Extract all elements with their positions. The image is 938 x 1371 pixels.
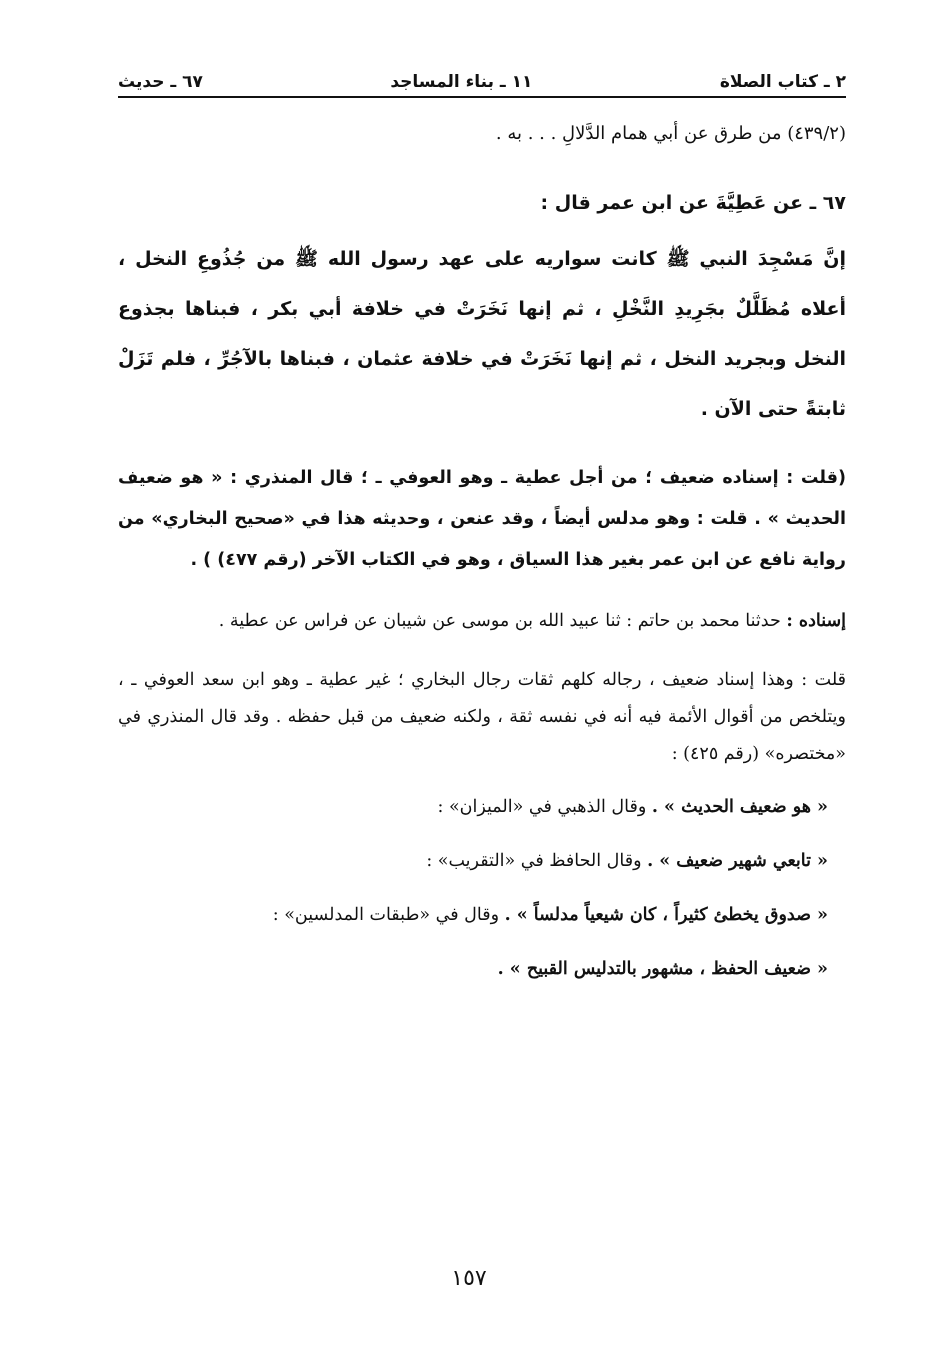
quote-followup: وقال الحافظ في «التقريب» :: [426, 851, 648, 871]
hadith-text: إنَّ مَسْجِدَ النبي ﷺ كانت سواريه على عهد رسول الله ﷺ من جُذُوعِ النخل ، أعلاه مُظَلَّلٌ بجَرِيدِ النَّخْلِ ، ثم إنها نَخَرَتْ في خلافة أبي بكر ، فبناها بجذوع النخل وبجريد النخل ، ثم إنها نَخَرَتْ في خلافة عثمان ، فبناها بالآجُرِّ ، فلم تَزَلْ ثابتةً حتى الآن .: [118, 248, 846, 420]
quote-line-2: [118, 841, 846, 881]
isnad-paragraph: [118, 603, 846, 640]
isnad-text: حدثنا محمد بن حاتم : ثنا عبيد الله بن موسى عن شيبان عن فراس عن عطية .: [218, 611, 787, 631]
running-header: [118, 62, 846, 98]
page-number: ١٥٧: [451, 1266, 487, 1291]
grading-comment: (قلت : إسناده ضعيف ؛ من أجل عطية ـ وهو العوفي ـ ؛ قال المنذري : « هو ضعيف الحديث » . قلت : وهو مدلس أيضاً ، وقد عنعن ، وحديثه هذا في «صحيح البخاري» من رواية نافع عن ابن عمر بغير هذا السياق ، وهو في الكتاب الآخر (رقم ٤٧٧) ) .: [118, 468, 846, 570]
quote-text: « تابعي شهير ضعيف » .: [647, 851, 828, 871]
quote-line-1: [118, 787, 846, 827]
book-page: [118, 62, 846, 989]
quote-text: « صدوق يخطئ كثيراً ، كان شيعياً مدلساً » .: [504, 905, 828, 925]
quote-followup: وقال الذهبي في «الميزان» :: [437, 797, 652, 817]
header-hadith-number: ٦٧ ـ حديث: [118, 72, 203, 92]
previous-hadith-note: (٤٣٩/٢) من طرق عن أبي همام الدَّلالِ . . . به .: [495, 123, 846, 144]
header-chapter: ٢ ـ كتاب الصلاة: [719, 72, 846, 92]
discussion-paragraph: قلت : وهذا إسناد ضعيف ، رجاله كلهم ثقات رجال البخاري ؛ غير عطية ـ وهو ابن سعد العوفي ـ ، ويتلخص من أقوال الأئمة فيه أنه في نفسه ثقة ، ولكنه ضعيف من قبل حفظه . وقد قال المنذري في «مختصره» (رقم ٤٢٥) :: [118, 670, 846, 764]
quote-line-3: [118, 895, 846, 935]
quote-text: « ضعيف الحفظ ، مشهور بالتدليس القبيح » .: [497, 959, 828, 979]
quote-followup: وقال في «طبقات المدلسين» :: [272, 905, 505, 925]
hadith-heading: ٦٧ ـ عن عَطِيَّةَ عن ابن عمر قال :: [540, 192, 846, 214]
isnad-label: إسناده :: [786, 611, 846, 631]
header-section: ١١ ـ بناء المساجد: [390, 72, 533, 92]
quote-line-4: [118, 949, 846, 989]
quote-text: « هو ضعيف الحديث » .: [651, 797, 828, 817]
